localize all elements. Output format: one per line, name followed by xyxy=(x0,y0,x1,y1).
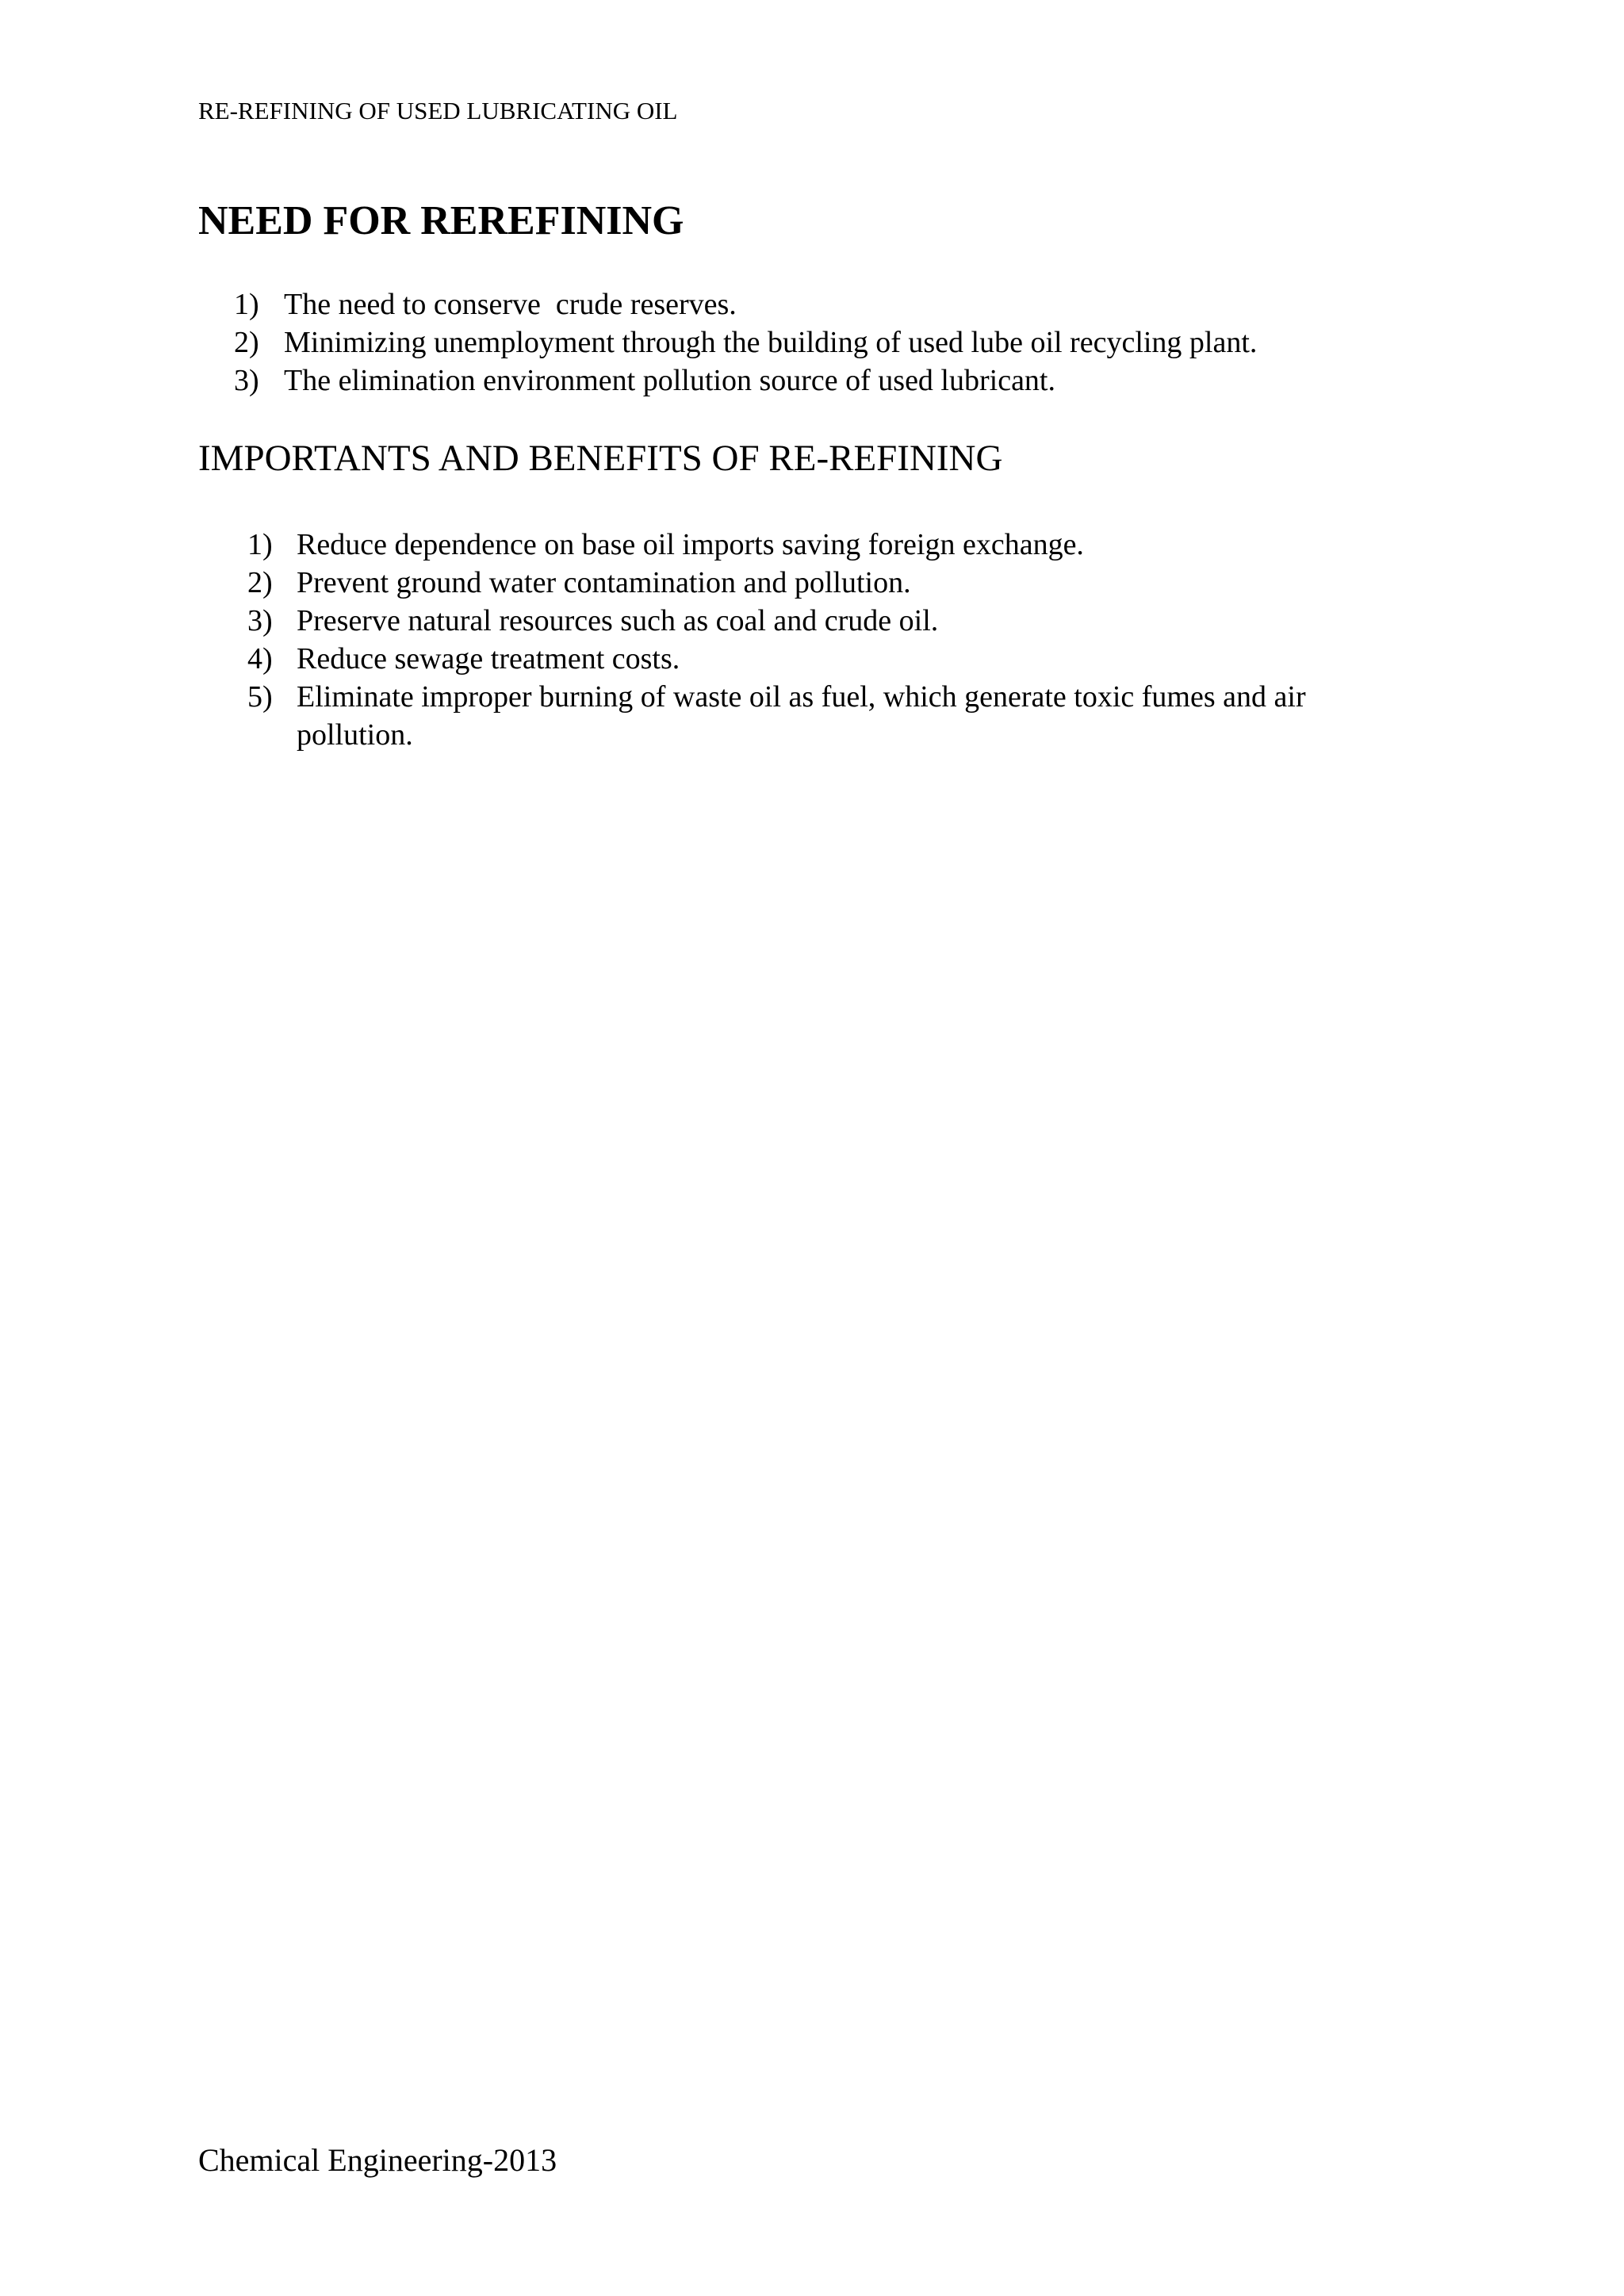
list-item xyxy=(198,564,1435,602)
list-item-text: Eliminate improper burning of waste oil as fuel, which generate toxic fumes and air pollution. xyxy=(297,680,1306,752)
page-footer: Chemical Engineering-2013 xyxy=(198,2142,557,2178)
list-item-number: 5) xyxy=(247,680,273,714)
list-item-number: 1) xyxy=(247,528,273,561)
running-header: RE-REFINING OF USED LUBRICATING OIL xyxy=(198,97,678,124)
need-list xyxy=(198,285,1435,400)
list-item-text: Reduce dependence on base oil imports saving foreign exchange. xyxy=(297,528,1084,561)
list-item-number: 2) xyxy=(234,326,259,359)
list-item-text: Reduce sewage treatment costs. xyxy=(297,642,680,675)
list-item-text: The elimination environment pollution source of used lubricant. xyxy=(284,364,1055,397)
list-item xyxy=(198,362,1435,400)
list-item-number: 1) xyxy=(234,288,259,321)
benefits-list xyxy=(198,526,1435,754)
list-item-text: The need to conserve crude reserves. xyxy=(284,288,737,321)
list-item xyxy=(198,678,1435,754)
list-item xyxy=(198,526,1435,564)
list-item xyxy=(198,602,1435,640)
list-item xyxy=(198,323,1435,362)
list-item xyxy=(198,640,1435,678)
list-item-text: Prevent ground water contamination and pollution. xyxy=(297,566,911,599)
list-item-text: Minimizing unemployment through the building of used lube oil recycling plant. xyxy=(284,326,1258,359)
list-item-number: 3) xyxy=(234,364,259,397)
section-heading-need-for-rerefining: NEED FOR REREFINING xyxy=(198,198,684,243)
section-heading-benefits: IMPORTANTS AND BENEFITS OF RE-REFINING xyxy=(198,438,1003,479)
list-item-text: Preserve natural resources such as coal and crude oil. xyxy=(297,604,939,637)
list-item-number: 2) xyxy=(247,566,273,599)
list-item-number: 4) xyxy=(247,642,273,675)
list-item-number: 3) xyxy=(247,604,273,637)
list-item xyxy=(198,285,1435,323)
